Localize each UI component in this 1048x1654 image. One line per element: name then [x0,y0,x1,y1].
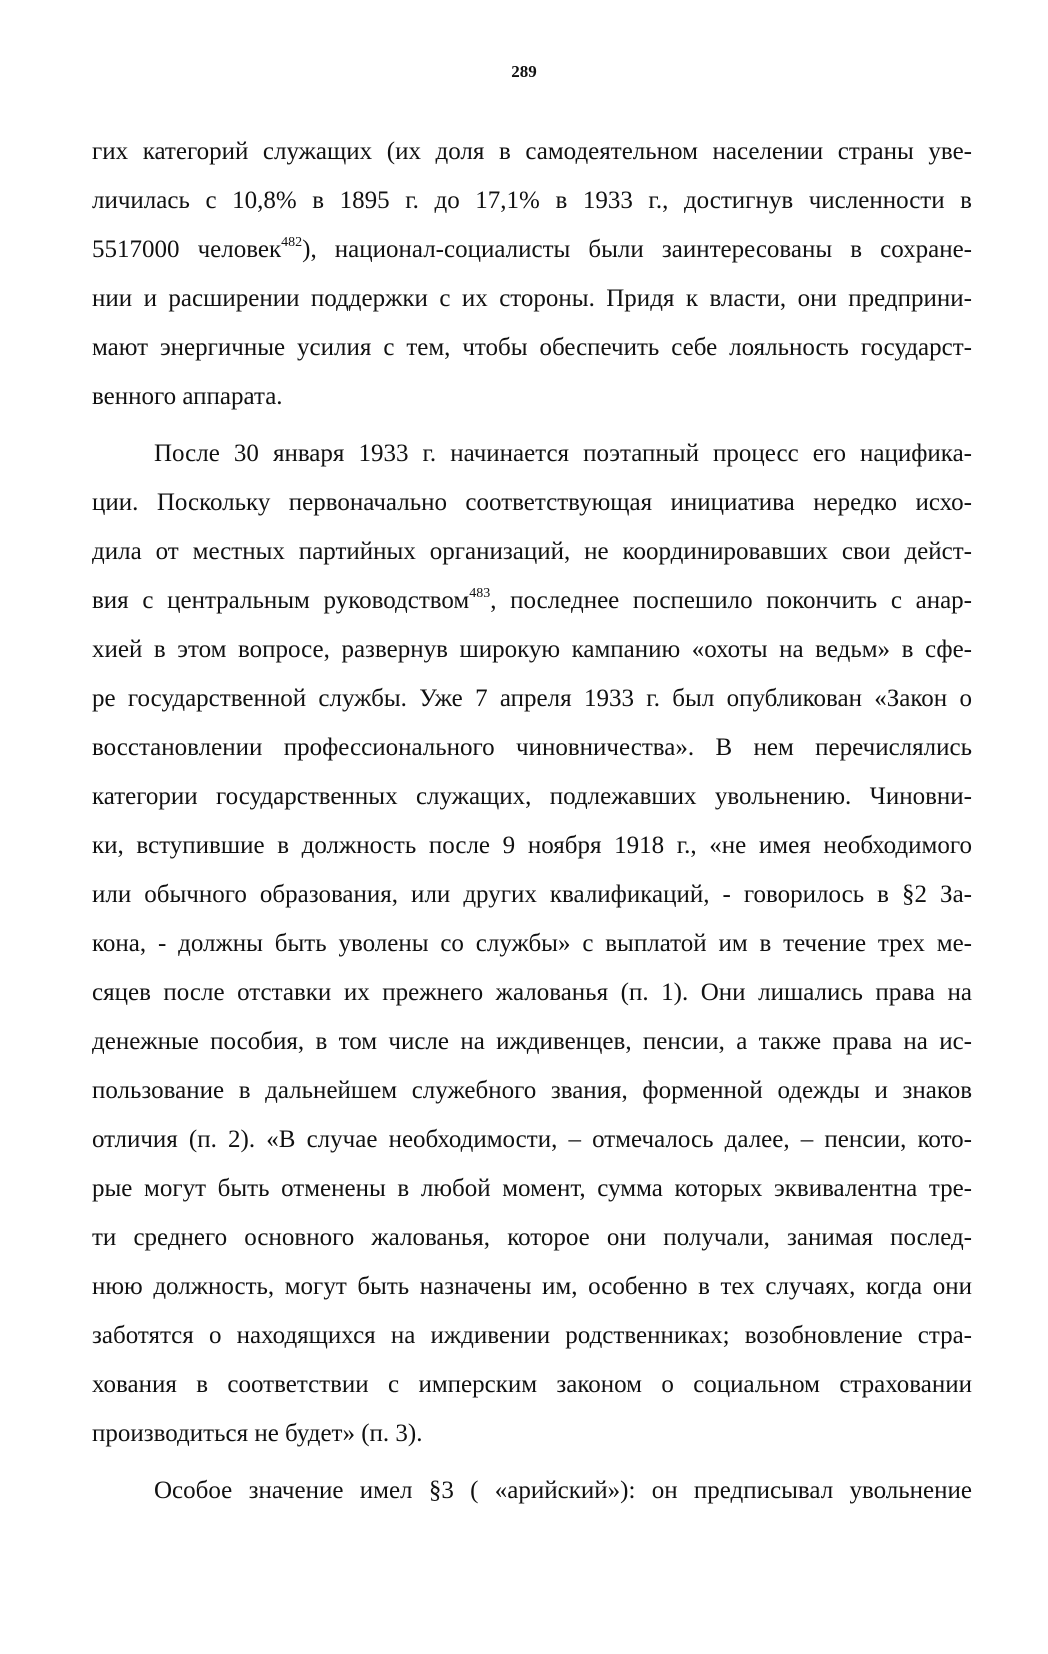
text-line: дила от местных партийных организаций, не координировавших свои дейст- [92,538,972,565]
text-line [92,576,972,625]
text-line: личилась с 10,8% в 1895 г. до 17,1% в 1933 г., достигнув численности в [92,187,972,214]
text-line: сяцев после отставки их прежнего жалованья (п. 1). Они лишались права на [92,979,972,1006]
text-line: денежные пособия, в том числе на иждивенцев, пенсии, а также права на ис- [92,1028,972,1055]
body-text [92,127,972,1515]
text-line: ре государственной службы. Уже 7 апреля 1933 г. был опубликован «Закон о [92,685,972,712]
text-line: производиться не будет» (п. 3). [92,1420,423,1447]
footnote-ref: 482 [281,235,303,250]
text-fragment: , последнее поспешило покончить с анар- [490,587,972,614]
text-line: заботятся о находящихся на иждивении родственниках; возобновление стра- [92,1322,972,1349]
text-line: ции. Поскольку первоначально соответствующая инициатива нередко исхо- [92,489,972,516]
text-line: нюю должность, могут быть назначены им, особенно в тех случаях, когда они [92,1273,972,1300]
text-line: восстановлении профессионального чиновничества». В нем перечислялись [92,734,972,761]
text-line [92,225,972,274]
page-number: 289 [511,62,537,81]
paragraph-first-line: Особое значение имел §3 ( «арийский»): он предписывал увольнение [154,1477,972,1504]
text-line: ти среднего основного жалованья, которое они получали, занимая послед- [92,1224,972,1251]
text-fragment: ), национал-социалисты были заинтересованы в сохране- [302,236,972,263]
text-line: кона, - должны быть уволены со службы» с выплатой им в течение трех ме- [92,930,972,957]
text-line: нии и расширении поддержки с их стороны. Придя к власти, они предприни- [92,285,972,312]
text-line: категории государственных служащих, подлежавших увольнению. Чиновни- [92,783,972,810]
text-line: мают энергичные усилия с тем, чтобы обеспечить себе лояльность государст- [92,334,972,361]
text-line: венного аппарата. [92,383,283,410]
text-line: отличия (п. 2). «В случае необходимости, – отмечалось далее, – пенсии, кото- [92,1126,972,1153]
paragraph-first-line: После 30 января 1933 г. начинается поэтапный процесс его нацифика- [154,440,972,467]
text-fragment: вия с центральным руководством [92,587,470,614]
text-line: гих категорий служащих (их доля в самодеятельном населении страны уве- [92,138,972,165]
text-fragment: 5517000 человек [92,236,282,263]
text-line: хией в этом вопросе, развернув широкую кампанию «охоты на ведьм» в сфе- [92,636,972,663]
text-line: хования в соответствии с имперским законом о социальном страховании [92,1371,972,1398]
text-line: или обычного образования, или других квалификаций, - говорилось в §2 За- [92,881,972,908]
footnote-ref: 483 [469,586,491,601]
text-line: пользование в дальнейшем служебного звания, форменной одежды и знаков [92,1077,972,1104]
text-line: ки, вступившие в должность после 9 ноября 1918 г., «не имея необходимого [92,832,972,859]
text-line: рые могут быть отменены в любой момент, сумма которых эквивалентна тре- [92,1175,972,1202]
